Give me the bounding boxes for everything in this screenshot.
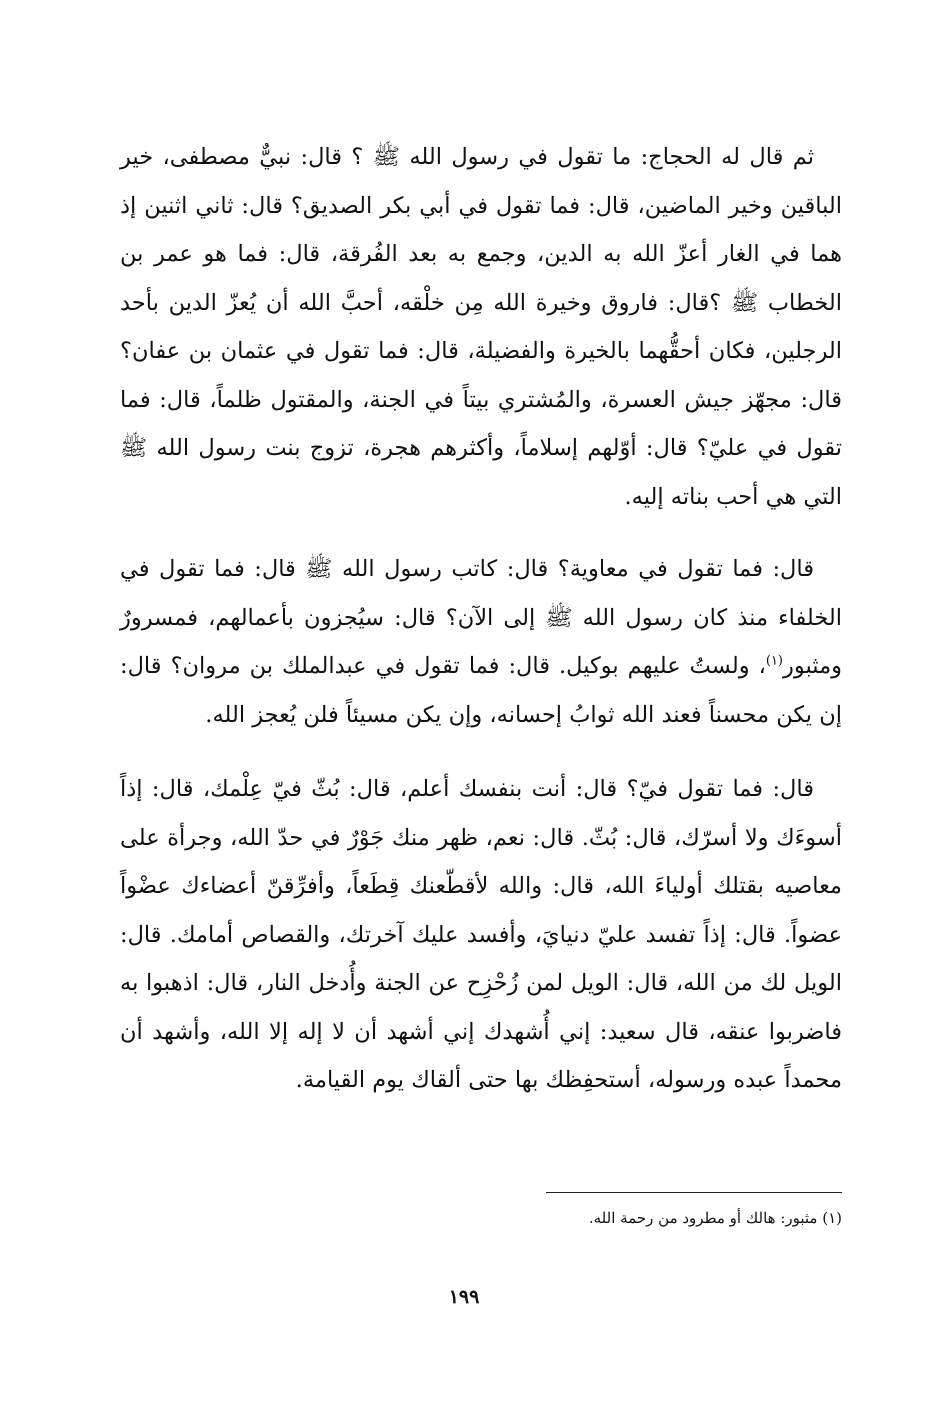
- paragraph-muawiya: [120, 545, 842, 739]
- paragraph-muawiya-part1: قال: فما تقول في معاوية؟ قال: كاتب رسول الله ﷺ قال: فما تقول في الخلفاء منذ كان رسول الله ﷺ إلى الآن؟ قال: سيُجزون بأعمالهم، فمسرورٌ ومثبور: [120, 556, 842, 679]
- paragraph-muawiya-part2: ، ولستُ عليهم بوكيل. قال: فما تقول في عبدالملك بن مروان؟ قال: إن يكن محسناً فعند الله ثوابُ إحسانه، وإن يكن مسيئاً فلن يُعجز الله.: [120, 653, 842, 728]
- paragraph-hajjaj-questions: ثم قال له الحجاج: ما تقول في رسول الله ﷺ ؟ قال: نبيٌّ مصطفى، خير الباقين وخير الماضين، قال: فما تقول في أبي بكر الصديق؟ قال: ثاني اثنين إذ هما في الغار أعزّ الله به الدين، وجمع به بعد الفُرقة، قال: فما هو عمر بن الخطاب ﷺ ؟قال: فاروق وخيرة الله مِن خلْقه، أحبَّ الله أن يُعزّ الدين بأحد الرجلين، فكان أحقُّهما بالخيرة والفضيلة، قال: فما تقول في عثمان بن عفان؟ قال: مجهّز جيش العسرة، والمُشتري بيتاً في الجنة، والمقتول ظلماً، قال: فما تقول في عليّ؟ قال: أوّلهم إسلاماً، وأكثرهم هجرة، تزوج بنت رسول الله ﷺ التي هي أحب بناته إليه.: [120, 144, 842, 510]
- footnote-text: (١) مثبور: هالك أو مطرود من رحمة الله.: [588, 1209, 842, 1227]
- paragraph-saeed-answer: قال: فما تقول فيّ؟ قال: أنت بنفسك أعلم، قال: بُثّ فيّ عِلْمك، قال: إذاً أسوءَك ولا أسرّك، قال: بُثّ. قال: نعم، ظهر منك جَوْرٌ في حدّ الله، وجرأة على معاصيه بقتلك أولياءَ الله، قال: والله لأقطّعنك قِطَعاً، وأفرِّقنّ أعضاءك عضْواً عضواً. قال: إذاً تفسد عليّ دنيايَ، وأفسد عليك آخرتك، والقصاص أمامك. قال: الويل لك من الله، قال: الويل لمن زُحْزِح عن الجنة وأُدخل النار، قال: اذهبوا به فاضربوا عنقه، قال سعيد: إني أُشهدك إني أشهد أن لا إله إلا الله، وأشهد أن محمداً عبده ورسوله، أستحفِظك بها حتى ألقاك يوم القيامة.: [120, 776, 842, 1093]
- footnote-marker[interactable]: (١): [765, 653, 783, 669]
- footnote-divider: [546, 1192, 842, 1193]
- page-number: ١٩٩: [448, 1286, 480, 1308]
